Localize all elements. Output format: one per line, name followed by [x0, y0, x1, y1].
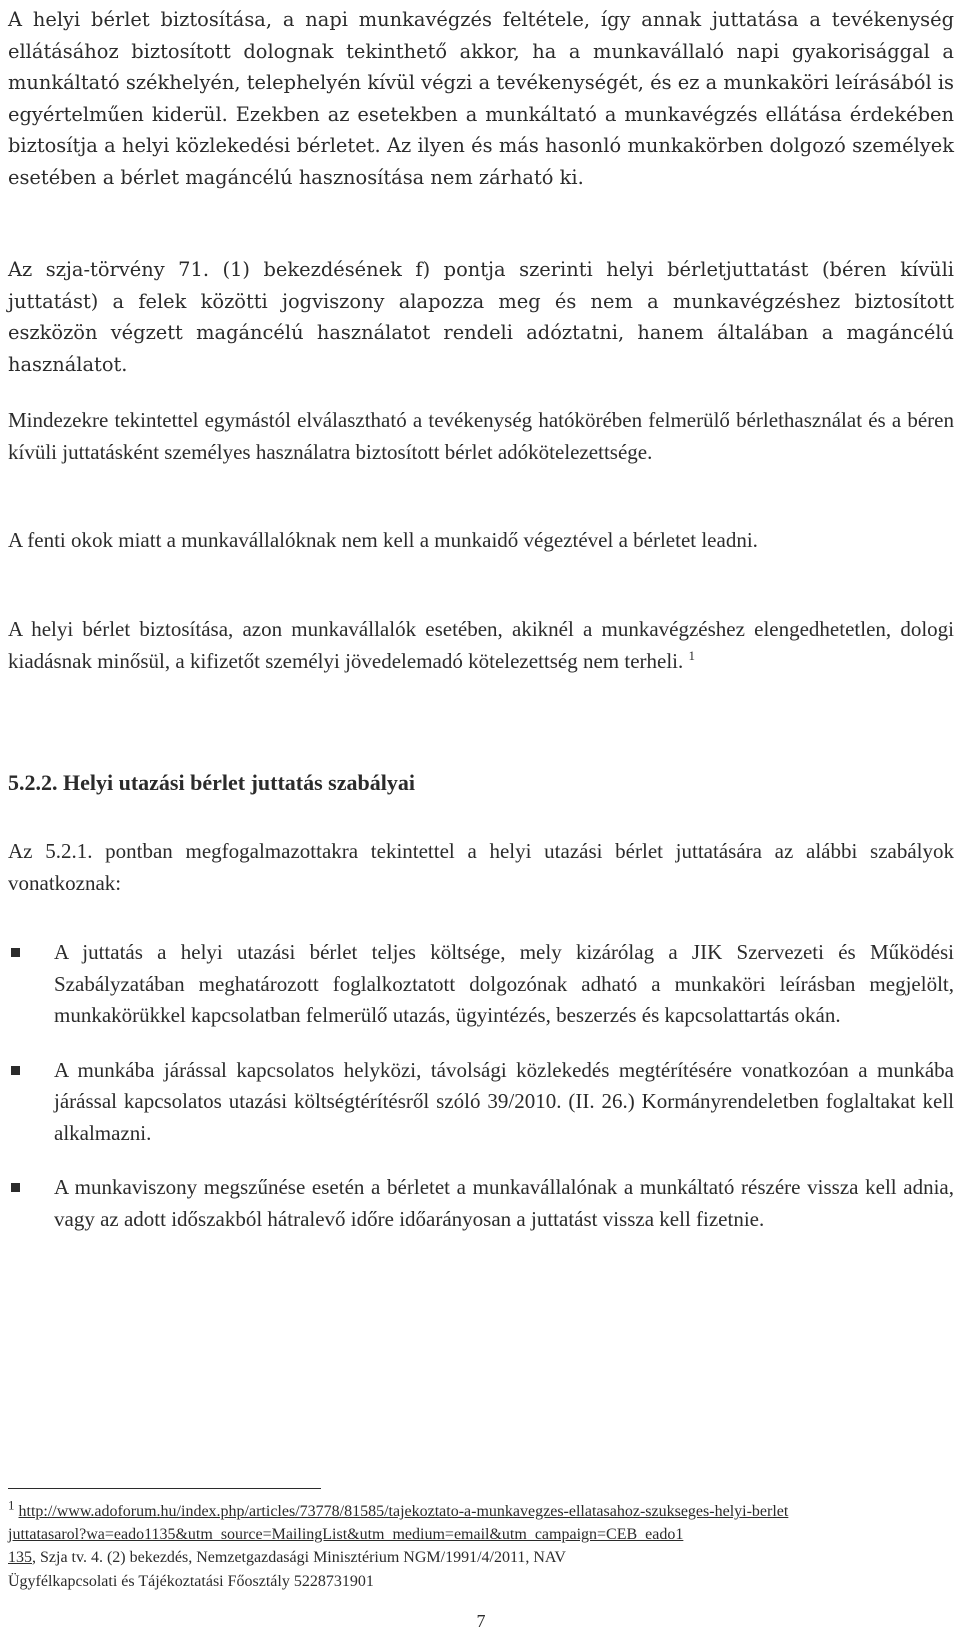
- bullet-text: A juttatás a helyi utazási bérlet teljes költsége, mely kizárólag a JIK Szervezeti és Működési Szabályzatában meghatározott foglalkoztatott dolgozónak adható a munkaköri leírásban megjelölt, munkakörükkel kapcsolatban felmerülő utazás, ügyintézés, beszerzés és kapcsolattartás okán.: [54, 940, 954, 1027]
- square-bullet-icon: [11, 1066, 20, 1075]
- document-page: [8, 0, 954, 1640]
- paragraph-no-return-required: A fenti okok miatt a munkavállalóknak nem kell a munkaidő végeztével a bérletet leadni.: [8, 528, 758, 552]
- paragraph-separable-use: Mindezekre tekintettel egymástól elválasztható a tevékenység hatókörében felmerülő bérlethasználat és a béren kívüli juttatásként személyes használatra biztosított bérlet adókötelezettsége.: [8, 408, 954, 464]
- bullet-text: A munkába járással kapcsolatos helyközi, távolsági közlekedés megtérítésére vonatkozóan a munkába járással kapcsolatos utazási költségtérítésről szóló 39/2010. (II. 26.) Kormányrendeletben foglaltakat kell alkalmazni.: [54, 1057, 954, 1145]
- footnote-reference[interactable]: 1: [688, 647, 696, 663]
- bullet-item-full-cost: [8, 937, 954, 1032]
- bullet-text: A munkaviszony megszűnése esetén a bérletet a munkavállalónak a munkáltató részére vissza kell adnia, vagy az adott időszakból hátralevő időre időarányosan a juttatást vissza kell fizetnie.: [54, 1175, 954, 1231]
- paragraph-szja-law: Az szja-törvény 71. (1) bekezdésének f) pontja szerinti helyi bérletjuttatást (béren kívüli juttatást) a felek közötti jogviszony alapozza meg és nem a munkavégzéshez biztosított eszközön végzett magáncélú használatot rendeli adóztatni, hanem általában a magáncélú használatot.: [8, 258, 954, 376]
- footnote-link-part-1[interactable]: http://www.adoforum.hu/index.php/articles/73778/81585/tajekoztato-a-munkavegzes-ellatasahoz-szukseges-helyi-berlet: [18, 1503, 789, 1520]
- footnote-link-part-2[interactable]: juttatasarol?wa=eado1135&utm_source=MailingList&utm_medium=email&utm_campaign=CEB_eado1: [8, 1526, 684, 1544]
- section-heading: 5.2.2. Helyi utazási bérlet juttatás szabályai: [8, 770, 415, 795]
- paragraph-tax-exemption: [8, 614, 954, 677]
- paragraph-local-pass-provision: A helyi bérlet biztosítása, a napi munkavégzés feltétele, így annak juttatása a tevékenység ellátásához biztosított dolognak tekinthető akkor, ha a munkavállaló napi gyakorisággal a munkáltató székhelyén, telephelyén kívül végzi a tevékenységét, és ez a munkaköri leírásából is egyértelműen kiderül. Ezekben az esetekben a munkáltató a munkavégzés ellátása érdekében biztosítja a helyi közlekedési bérletet. Az ilyen és más hasonló munkakörben dolgozó személyek esetében a bérlet magáncélú hasznosítása nem zárható ki.: [8, 8, 954, 189]
- paragraph-rules-intro: Az 5.2.1. pontban megfogalmazottakra tekintettel a helyi utazási bérlet juttatására az alábbi szabályok vonatkoznak:: [8, 839, 954, 895]
- footnote-number: 1: [8, 1497, 15, 1513]
- footnote-references-text: , Szja tv. 4. (2) bekezdés, Nemzetgazdasági Minisztérium NGM/1991/4/2011, NAV: [32, 1549, 566, 1567]
- square-bullet-icon: [11, 1183, 20, 1192]
- rules-bullet-list: [8, 937, 954, 1258]
- paragraph-tax-exemption-text: A helyi bérlet biztosítása, azon munkavállalók esetében, akiknél a munkavégzéshez elengedhetetlen, dologi kiadásnak minősül, a kifizetőt személyi jövedelemadó kötelezettség nem terheli.: [8, 617, 954, 673]
- footnote: [8, 1497, 954, 1593]
- footnote-office-text: Ügyfélkapcsolati és Tájékoztatási Főosztály 5228731901: [8, 1572, 374, 1590]
- footnote-link-part-3[interactable]: 135: [8, 1549, 32, 1567]
- bullet-item-commuting: [8, 1055, 954, 1150]
- page-number: 7: [476, 1611, 486, 1631]
- footnote-separator: [8, 1488, 321, 1489]
- bullet-item-termination: [8, 1172, 954, 1235]
- square-bullet-icon: [11, 948, 20, 957]
